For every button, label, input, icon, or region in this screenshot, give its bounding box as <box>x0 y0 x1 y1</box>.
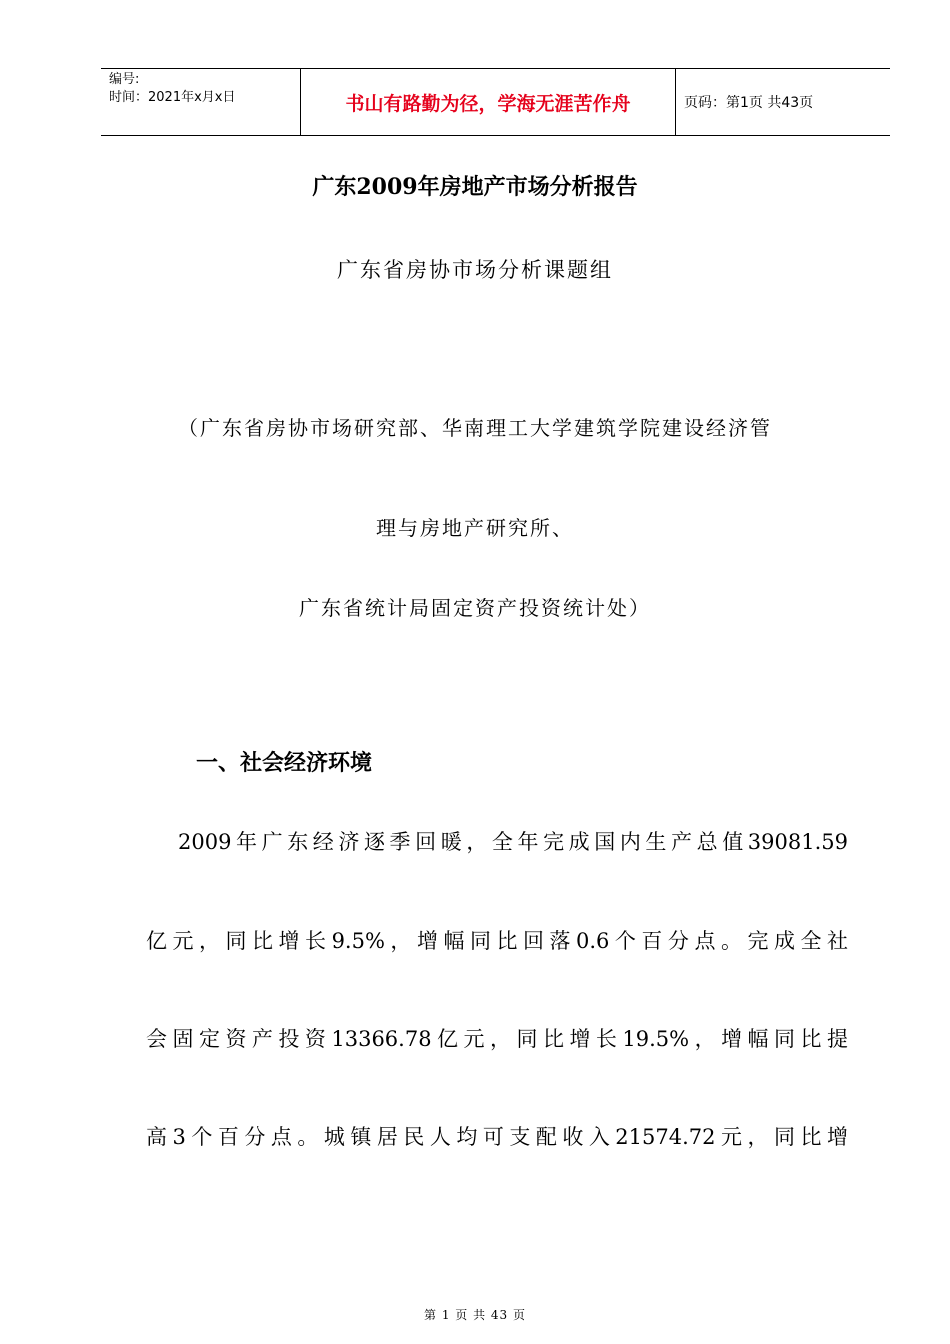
paragraph-line: 高3个百分点。城镇居民人均可支配收入21574.72元，同比增 <box>146 1125 848 1149</box>
paragraph-line: 2009年广东经济逐季回暖，全年完成国内生产总值39081.59 <box>178 830 848 854</box>
page-info: 页码：第1页 共43页 <box>684 95 814 111</box>
header-page-cell <box>676 69 890 135</box>
time-label: 时间：2021年x月x日 <box>109 90 236 105</box>
header-meta-cell <box>101 69 301 135</box>
affiliation-line: 广东省统计局固定资产投资统计处） <box>299 596 651 620</box>
paragraph-line: 会固定资产投资13366.78亿元，同比增长19.5%，增幅同比提 <box>146 1027 848 1051</box>
paragraph-line: 亿元，同比增长9.5%，增幅同比回落0.6个百分点。完成全社 <box>146 929 848 953</box>
header-motto-cell <box>301 69 676 135</box>
section-heading: 一、社会经济环境 <box>196 750 373 776</box>
document-subtitle: 广东省房协市场分析课题组 <box>337 258 613 282</box>
number-label: 编号: <box>109 72 140 87</box>
page-header <box>101 68 890 136</box>
document-title: 广东2009年房地产市场分析报告 <box>312 174 638 200</box>
motto-text: 书山有路勤为径，学海无涯苦作舟 <box>345 92 631 115</box>
affiliation-line: 理与房地产研究所、 <box>376 516 574 540</box>
affiliation-line: （广东省房协市场研究部、华南理工大学建筑学院建设经济管 <box>178 416 772 440</box>
page-footer: 第 1 页 共 43 页 <box>424 1308 526 1322</box>
